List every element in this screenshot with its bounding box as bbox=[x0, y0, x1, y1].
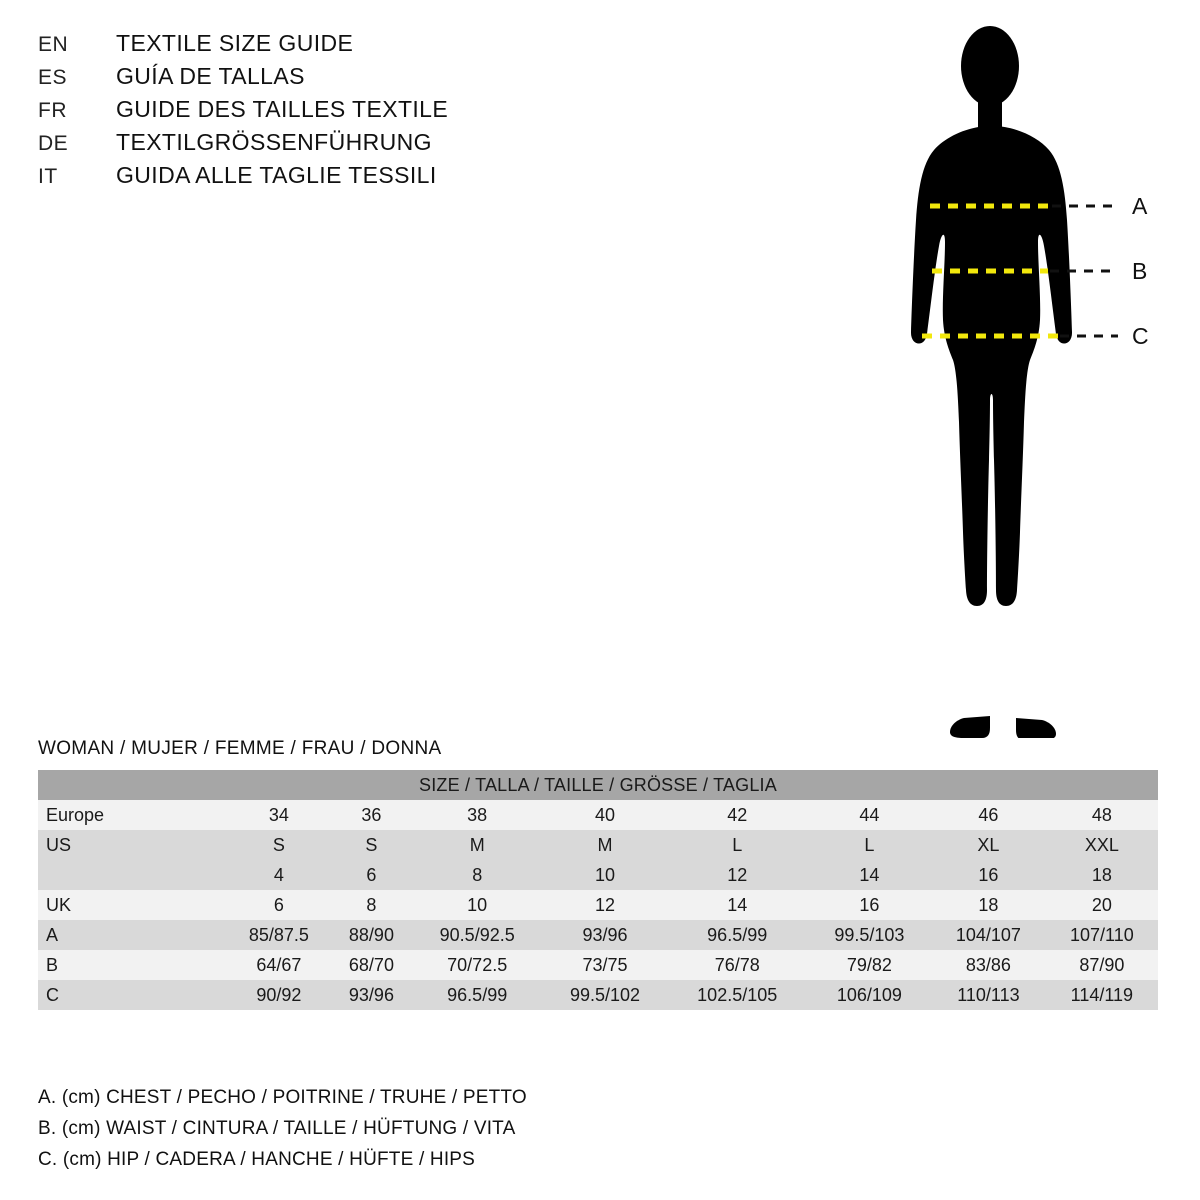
table-cell: 6 bbox=[226, 890, 332, 920]
table-cell: 18 bbox=[931, 890, 1046, 920]
table-cell: 64/67 bbox=[226, 950, 332, 980]
table-cell: M bbox=[543, 830, 666, 860]
table-row bbox=[38, 890, 1158, 920]
size-table-section bbox=[38, 738, 1160, 1010]
table-row bbox=[38, 830, 1158, 860]
table-cell: 73/75 bbox=[543, 950, 666, 980]
table-cell: 79/82 bbox=[808, 950, 931, 980]
table-header-label: SIZE / TALLA / TAILLE / GRÖSSE / TAGLIA bbox=[38, 770, 1158, 800]
table-cell: 96.5/99 bbox=[667, 920, 808, 950]
language-row bbox=[38, 129, 598, 162]
table-cell: 107/110 bbox=[1046, 920, 1158, 950]
table-cell: 8 bbox=[411, 860, 543, 890]
table-cell: 8 bbox=[332, 890, 411, 920]
measure-label-b: B bbox=[1132, 258, 1148, 284]
measurement-legend bbox=[38, 1088, 938, 1181]
table-cell: 12 bbox=[667, 860, 808, 890]
table-cell: 85/87.5 bbox=[226, 920, 332, 950]
table-cell: 38 bbox=[411, 800, 543, 830]
table-cell: 99.5/103 bbox=[808, 920, 931, 950]
table-cell: 90.5/92.5 bbox=[411, 920, 543, 950]
table-cell: 104/107 bbox=[931, 920, 1046, 950]
legend-line-c: C. (cm) HIP / CADERA / HANCHE / HÜFTE / HIPS bbox=[38, 1149, 476, 1170]
table-cell: 114/119 bbox=[1046, 980, 1158, 1010]
table-cell: M bbox=[411, 830, 543, 860]
table-cell: L bbox=[808, 830, 931, 860]
language-title-list bbox=[38, 30, 598, 195]
row-label: B bbox=[38, 950, 226, 980]
language-row bbox=[38, 96, 598, 129]
table-cell: 20 bbox=[1046, 890, 1158, 920]
table-cell: 70/72.5 bbox=[411, 950, 543, 980]
table-cell: 90/92 bbox=[226, 980, 332, 1010]
language-title: GUIDA ALLE TAGLIE TESSILI bbox=[116, 162, 437, 188]
table-cell: L bbox=[667, 830, 808, 860]
table-cell: 110/113 bbox=[931, 980, 1046, 1010]
table-cell: 14 bbox=[667, 890, 808, 920]
table-cell: 96.5/99 bbox=[411, 980, 543, 1010]
table-cell: 46 bbox=[931, 800, 1046, 830]
table-cell: S bbox=[226, 830, 332, 860]
table-cell: 42 bbox=[667, 800, 808, 830]
language-row bbox=[38, 162, 598, 195]
row-label: US bbox=[38, 830, 226, 860]
table-cell: 10 bbox=[411, 890, 543, 920]
table-cell: 68/70 bbox=[332, 950, 411, 980]
size-table bbox=[38, 770, 1158, 1010]
table-cell: 93/96 bbox=[543, 920, 666, 950]
table-cell: 4 bbox=[226, 860, 332, 890]
table-cell: 44 bbox=[808, 800, 931, 830]
table-row bbox=[38, 950, 1158, 980]
table-cell: 34 bbox=[226, 800, 332, 830]
table-cell: 36 bbox=[332, 800, 411, 830]
language-row bbox=[38, 63, 598, 96]
table-cell: S bbox=[332, 830, 411, 860]
table-row bbox=[38, 920, 1158, 950]
table-cell: 6 bbox=[332, 860, 411, 890]
table-header-row bbox=[38, 770, 1158, 800]
table-cell: 76/78 bbox=[667, 950, 808, 980]
table-cell: 16 bbox=[931, 860, 1046, 890]
table-section-title: WOMAN / MUJER / FEMME / FRAU / DONNA bbox=[38, 738, 442, 759]
table-cell: 83/86 bbox=[931, 950, 1046, 980]
language-code: DE bbox=[38, 132, 69, 155]
row-label: Europe bbox=[38, 800, 226, 830]
female-silhouette-figure bbox=[860, 18, 1190, 738]
table-cell: 102.5/105 bbox=[667, 980, 808, 1010]
language-code: FR bbox=[38, 99, 67, 122]
table-cell: XXL bbox=[1046, 830, 1158, 860]
language-title: GUIDE DES TAILLES TEXTILE bbox=[116, 96, 449, 122]
table-cell: 18 bbox=[1046, 860, 1158, 890]
table-cell: XL bbox=[931, 830, 1046, 860]
table-row bbox=[38, 860, 1158, 890]
table-cell: 16 bbox=[808, 890, 931, 920]
row-label: A bbox=[38, 920, 226, 950]
measure-label-a: A bbox=[1132, 193, 1148, 219]
language-title: TEXTILE SIZE GUIDE bbox=[116, 30, 354, 56]
table-cell: 12 bbox=[543, 890, 666, 920]
silhouette-body bbox=[911, 26, 1072, 738]
table-cell: 14 bbox=[808, 860, 931, 890]
table-cell: 99.5/102 bbox=[543, 980, 666, 1010]
legend-line-a: A. (cm) CHEST / PECHO / POITRINE / TRUHE / PETTO bbox=[38, 1087, 527, 1108]
language-code: ES bbox=[38, 66, 68, 89]
measure-label-c: C bbox=[1132, 323, 1149, 349]
table-cell: 93/96 bbox=[332, 980, 411, 1010]
row-label: C bbox=[38, 980, 226, 1010]
language-title: TEXTILGRÖSSENFÜHRUNG bbox=[116, 129, 432, 155]
table-cell: 106/109 bbox=[808, 980, 931, 1010]
table-cell: 48 bbox=[1046, 800, 1158, 830]
language-row bbox=[38, 30, 598, 63]
table-cell: 40 bbox=[543, 800, 666, 830]
legend-line-b: B. (cm) WAIST / CINTURA / TAILLE / HÜFTUNG / VITA bbox=[38, 1118, 516, 1139]
language-code: IT bbox=[38, 165, 58, 188]
row-label bbox=[38, 860, 226, 890]
row-label: UK bbox=[38, 890, 226, 920]
table-cell: 10 bbox=[543, 860, 666, 890]
language-title: GUÍA DE TALLAS bbox=[116, 63, 305, 89]
table-row bbox=[38, 800, 1158, 830]
language-code: EN bbox=[38, 33, 69, 56]
table-cell: 88/90 bbox=[332, 920, 411, 950]
table-row bbox=[38, 980, 1158, 1010]
table-cell: 87/90 bbox=[1046, 950, 1158, 980]
